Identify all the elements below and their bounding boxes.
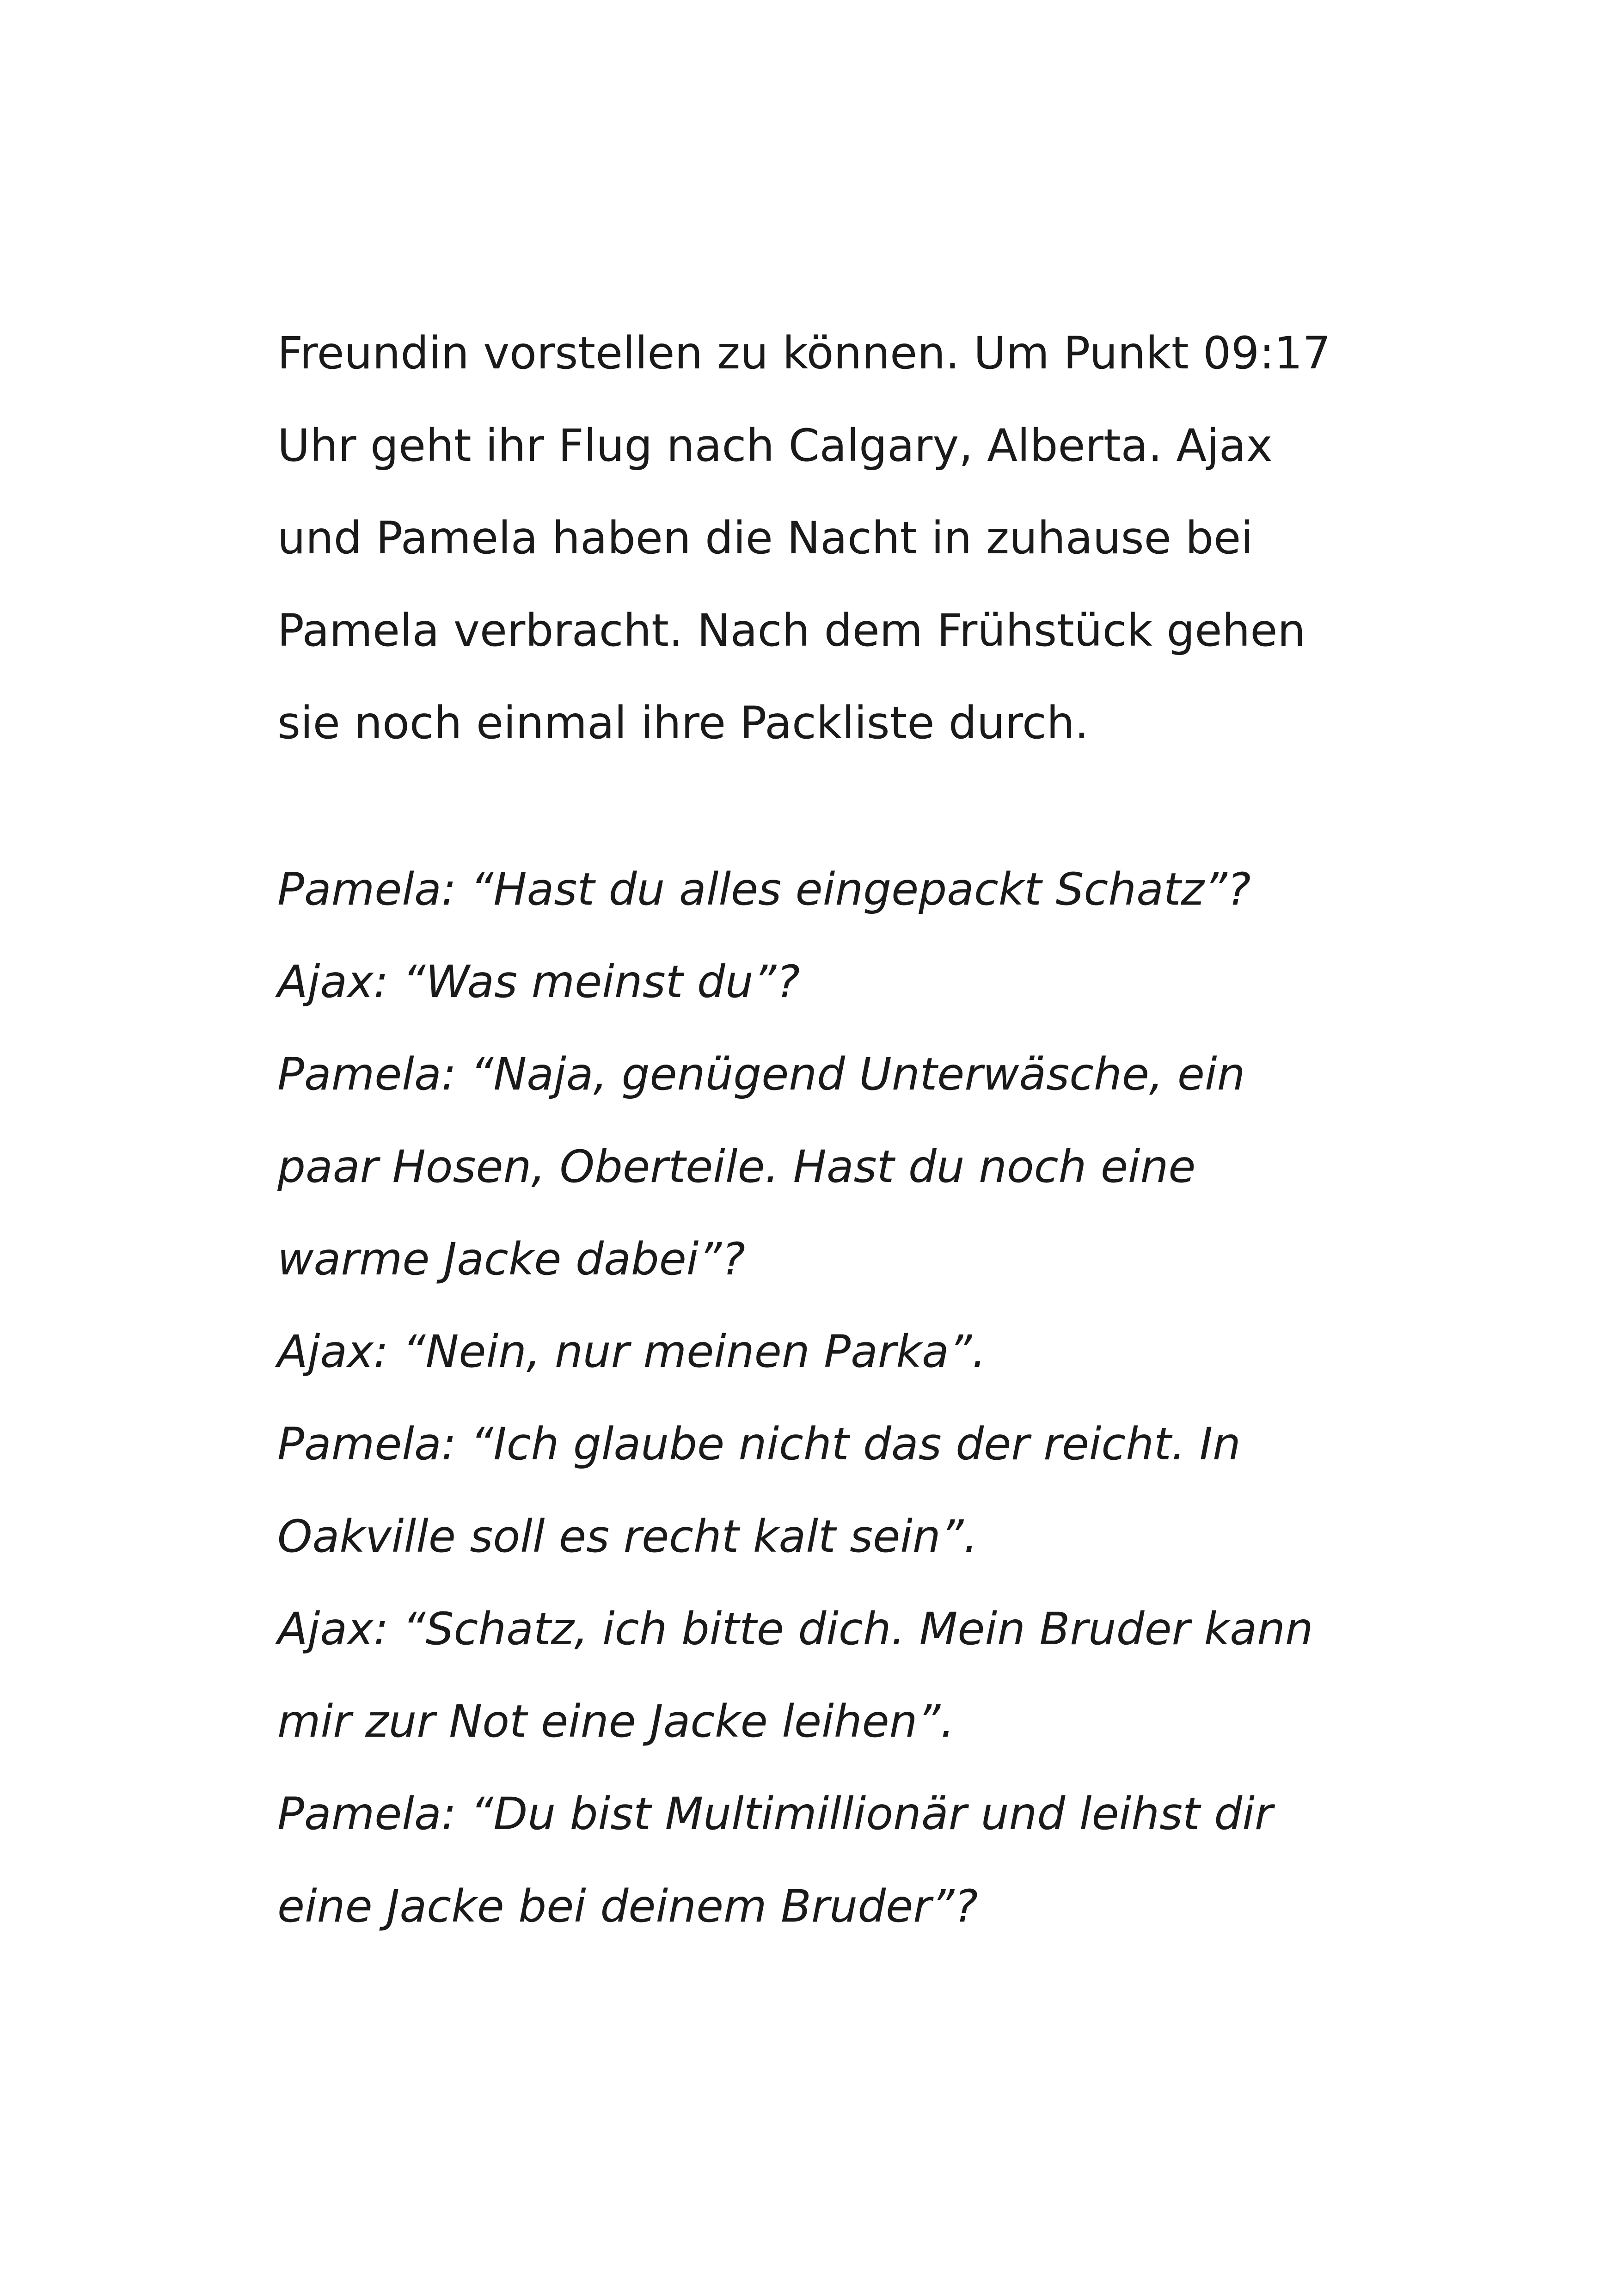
page-body-text <box>277 307 1526 1953</box>
dialogue-line: Pamela: “Ich glaube nicht das der reicht. In <box>277 1418 1241 1470</box>
dialogue-line: Ajax: “Was meinst du”? <box>277 956 800 1008</box>
narration-line: sie noch einmal ihre Packliste durch. <box>277 697 1089 749</box>
paragraph-gap <box>277 769 1526 843</box>
narration-line: Uhr geht ihr Flug nach Calgary, Alberta. Ajax <box>277 420 1273 471</box>
dialogue-line: Oakville soll es recht kalt sein”. <box>277 1511 978 1562</box>
dialogue-line: Ajax: “Schatz, ich bitte dich. Mein Bruder kann <box>277 1603 1313 1655</box>
dialogue-line: mir zur Not eine Jacke leihen”. <box>277 1696 955 1747</box>
dialogue-line: Pamela: “Hast du alles eingepackt Schatz”? <box>277 863 1251 915</box>
dialogue-line: warme Jacke dabei”? <box>277 1233 746 1285</box>
dialogue-line: paar Hosen, Oberteile. Hast du noch eine <box>277 1141 1196 1193</box>
dialogue-line: Ajax: “Nein, nur meinen Parka”. <box>277 1326 987 1378</box>
narration-paragraph <box>277 307 1526 769</box>
narration-line: und Pamela haben die Nacht in zuhause bei <box>277 512 1253 564</box>
narration-line: Freundin vorstellen zu können. Um Punkt 09:17 <box>277 327 1331 379</box>
dialogue-line: Pamela: “Naja, genügend Unterwäsche, ein <box>277 1048 1245 1100</box>
dialogue-line: Pamela: “Du bist Multimillionär und leihst dir <box>277 1788 1273 1840</box>
dialogue-line: eine Jacke bei deinem Bruder”? <box>277 1880 978 1932</box>
narration-line: Pamela verbracht. Nach dem Frühstück gehen <box>277 605 1306 656</box>
dialogue-section <box>277 843 1526 1953</box>
